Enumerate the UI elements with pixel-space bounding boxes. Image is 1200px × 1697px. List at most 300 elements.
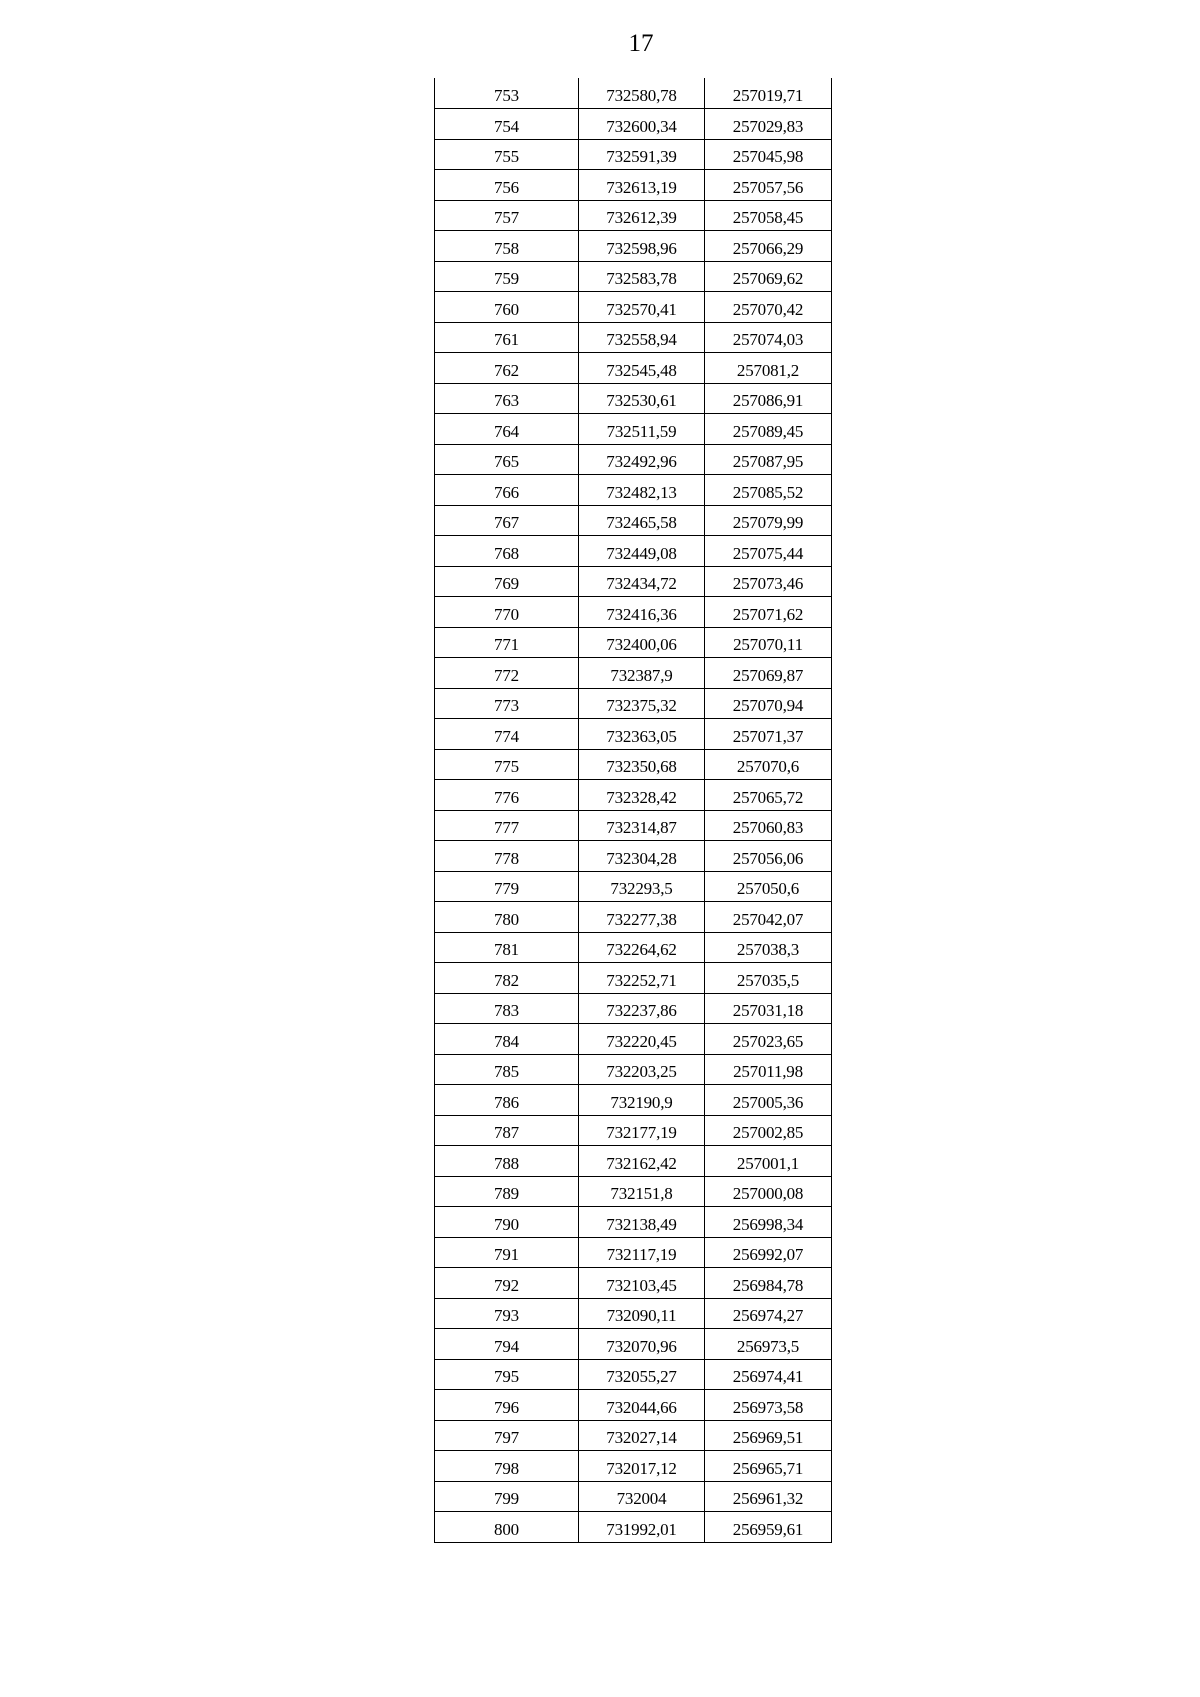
coordinates-table-body xyxy=(435,78,832,1542)
cell-text: 256961,32 xyxy=(732,1489,804,1508)
table-row xyxy=(435,719,832,750)
x-coordinate-cell xyxy=(579,78,705,109)
cell-text: 756 xyxy=(494,177,519,197)
y-coordinate-cell xyxy=(705,871,832,902)
point-number-cell xyxy=(435,1512,579,1543)
table-row xyxy=(435,536,832,567)
cell-text: 754 xyxy=(494,116,519,136)
cell-text: 732304,28 xyxy=(606,848,677,868)
y-coordinate-cell xyxy=(705,261,832,292)
cell-text: 731992,01 xyxy=(606,1519,677,1539)
table-row xyxy=(435,1359,832,1390)
cell-text: 257005,36 xyxy=(732,1092,804,1112)
table-row xyxy=(435,1329,832,1360)
cell-text: 798 xyxy=(494,1458,519,1478)
cell-text: 791 xyxy=(494,1245,519,1264)
point-number-cell xyxy=(435,1390,579,1421)
cell-text: 732465,58 xyxy=(606,513,677,532)
y-coordinate-cell xyxy=(705,1207,832,1238)
table-row xyxy=(435,139,832,170)
table-row xyxy=(435,1024,832,1055)
cell-text: 769 xyxy=(494,574,519,593)
y-coordinate-cell xyxy=(705,1512,832,1543)
x-coordinate-cell xyxy=(579,444,705,475)
cell-text: 257071,37 xyxy=(732,726,804,746)
cell-text: 732044,66 xyxy=(606,1397,677,1417)
x-coordinate-cell xyxy=(579,688,705,719)
cell-text: 257070,42 xyxy=(732,299,804,319)
point-number-cell xyxy=(435,292,579,323)
cell-text: 257057,56 xyxy=(732,177,804,197)
table-row xyxy=(435,444,832,475)
table-row xyxy=(435,1298,832,1329)
table-row xyxy=(435,749,832,780)
y-coordinate-cell xyxy=(705,1115,832,1146)
y-coordinate-cell xyxy=(705,139,832,170)
x-coordinate-cell xyxy=(579,1237,705,1268)
cell-text: 257070,11 xyxy=(733,635,803,654)
cell-text: 787 xyxy=(494,1123,519,1142)
y-coordinate-cell xyxy=(705,353,832,384)
cell-text: 257029,83 xyxy=(732,116,804,136)
y-coordinate-cell xyxy=(705,658,832,689)
table-row xyxy=(435,993,832,1024)
cell-text: 732434,72 xyxy=(606,574,677,593)
y-coordinate-cell xyxy=(705,292,832,323)
cell-text: 763 xyxy=(494,391,519,410)
cell-text: 257069,87 xyxy=(732,665,804,685)
point-number-cell xyxy=(435,1176,579,1207)
y-coordinate-cell xyxy=(705,1481,832,1512)
cell-text: 765 xyxy=(494,452,519,471)
table-row xyxy=(435,1237,832,1268)
cell-text: 784 xyxy=(494,1031,519,1051)
cell-text: 732190,9 xyxy=(610,1092,673,1112)
cell-text: 789 xyxy=(494,1184,519,1203)
table-row xyxy=(435,1481,832,1512)
x-coordinate-cell xyxy=(579,1024,705,1055)
x-coordinate-cell xyxy=(579,505,705,536)
cell-text: 796 xyxy=(494,1397,519,1417)
point-number-cell xyxy=(435,78,579,109)
table-row xyxy=(435,170,832,201)
cell-text: 732591,39 xyxy=(606,147,677,166)
x-coordinate-cell xyxy=(579,1451,705,1482)
y-coordinate-cell xyxy=(705,780,832,811)
x-coordinate-cell xyxy=(579,1176,705,1207)
cell-text: 732252,71 xyxy=(606,970,677,990)
page-number: 17 xyxy=(628,30,654,57)
cell-text: 732328,42 xyxy=(606,787,677,807)
table-row xyxy=(435,658,832,689)
cell-text: 257069,62 xyxy=(732,269,804,288)
cell-text: 786 xyxy=(494,1092,519,1112)
cell-text: 732151,8 xyxy=(610,1184,673,1203)
cell-text: 732277,38 xyxy=(606,909,677,929)
table-row xyxy=(435,353,832,384)
table-row xyxy=(435,688,832,719)
cell-text: 732350,68 xyxy=(606,757,677,776)
point-number-cell xyxy=(435,871,579,902)
table-row xyxy=(435,292,832,323)
point-number-cell xyxy=(435,749,579,780)
x-coordinate-cell xyxy=(579,231,705,262)
x-coordinate-cell xyxy=(579,963,705,994)
point-number-cell xyxy=(435,1298,579,1329)
point-number-cell xyxy=(435,1481,579,1512)
cell-text: 732363,05 xyxy=(606,726,677,746)
cell-text: 256992,07 xyxy=(732,1245,804,1264)
table-row xyxy=(435,963,832,994)
cell-text: 772 xyxy=(494,665,519,685)
point-number-cell xyxy=(435,719,579,750)
table-row xyxy=(435,1207,832,1238)
point-number-cell xyxy=(435,1207,579,1238)
y-coordinate-cell xyxy=(705,444,832,475)
table-row xyxy=(435,261,832,292)
cell-text: 257086,91 xyxy=(732,391,804,410)
table-row xyxy=(435,871,832,902)
y-coordinate-cell xyxy=(705,536,832,567)
point-number-cell xyxy=(435,1054,579,1085)
cell-text: 257070,6 xyxy=(736,757,800,776)
cell-text: 257011,98 xyxy=(733,1062,803,1081)
cell-text: 760 xyxy=(494,299,519,319)
x-coordinate-cell xyxy=(579,719,705,750)
y-coordinate-cell xyxy=(705,1054,832,1085)
table-row xyxy=(435,78,832,109)
cell-text: 732103,45 xyxy=(606,1275,677,1295)
y-coordinate-cell xyxy=(705,1329,832,1360)
cell-text: 257070,94 xyxy=(732,696,804,715)
cell-text: 793 xyxy=(494,1306,519,1325)
y-coordinate-cell xyxy=(705,170,832,201)
cell-text: 780 xyxy=(494,909,519,929)
cell-text: 732177,19 xyxy=(606,1123,677,1142)
table-row xyxy=(435,383,832,414)
cell-text: 757 xyxy=(494,208,519,227)
cell-text: 257081,2 xyxy=(736,360,800,380)
x-coordinate-cell xyxy=(579,1268,705,1299)
x-coordinate-cell xyxy=(579,1085,705,1116)
cell-text: 257056,06 xyxy=(732,848,804,868)
x-coordinate-cell xyxy=(579,1481,705,1512)
cell-text: 732598,96 xyxy=(606,238,677,258)
table-row xyxy=(435,627,832,658)
y-coordinate-cell xyxy=(705,200,832,231)
x-coordinate-cell xyxy=(579,261,705,292)
x-coordinate-cell xyxy=(579,139,705,170)
cell-text: 256959,61 xyxy=(732,1519,804,1539)
cell-text: 783 xyxy=(494,1001,519,1020)
table-row xyxy=(435,475,832,506)
y-coordinate-cell xyxy=(705,1085,832,1116)
cell-text: 761 xyxy=(494,330,519,349)
cell-text: 732293,5 xyxy=(610,879,673,898)
cell-text: 771 xyxy=(494,635,519,654)
point-number-cell xyxy=(435,383,579,414)
y-coordinate-cell xyxy=(705,414,832,445)
point-number-cell xyxy=(435,780,579,811)
y-coordinate-cell xyxy=(705,597,832,628)
cell-text: 778 xyxy=(494,848,519,868)
table-row xyxy=(435,414,832,445)
cell-text: 770 xyxy=(494,604,519,624)
x-coordinate-cell xyxy=(579,627,705,658)
y-coordinate-cell xyxy=(705,1451,832,1482)
cell-text: 256965,71 xyxy=(732,1458,804,1478)
point-number-cell xyxy=(435,993,579,1024)
x-coordinate-cell xyxy=(579,1115,705,1146)
x-coordinate-cell xyxy=(579,1512,705,1543)
cell-text: 732090,11 xyxy=(606,1306,677,1325)
cell-text: 256984,78 xyxy=(732,1275,804,1295)
table-row xyxy=(435,1085,832,1116)
point-number-cell xyxy=(435,444,579,475)
y-coordinate-cell xyxy=(705,1024,832,1055)
table-row xyxy=(435,1176,832,1207)
cell-text: 256998,34 xyxy=(732,1214,804,1234)
cell-text: 792 xyxy=(494,1275,519,1295)
cell-text: 256973,5 xyxy=(736,1336,800,1356)
y-coordinate-cell xyxy=(705,383,832,414)
cell-text: 257001,1 xyxy=(736,1153,800,1173)
x-coordinate-cell xyxy=(579,902,705,933)
point-number-cell xyxy=(435,200,579,231)
cell-text: 732117,19 xyxy=(606,1245,677,1264)
y-coordinate-cell xyxy=(705,1390,832,1421)
y-coordinate-cell xyxy=(705,109,832,140)
y-coordinate-cell xyxy=(705,810,832,841)
cell-text: 732162,42 xyxy=(606,1153,677,1173)
cell-text: 257019,71 xyxy=(732,86,804,105)
point-number-cell xyxy=(435,902,579,933)
y-coordinate-cell xyxy=(705,566,832,597)
cell-text: 257087,95 xyxy=(732,452,804,471)
point-number-cell xyxy=(435,231,579,262)
cell-text: 753 xyxy=(494,86,519,105)
x-coordinate-cell xyxy=(579,536,705,567)
cell-text: 257066,29 xyxy=(732,238,804,258)
table-row xyxy=(435,1451,832,1482)
cell-text: 732004 xyxy=(616,1489,667,1508)
table-row xyxy=(435,1420,832,1451)
table-row xyxy=(435,597,832,628)
y-coordinate-cell xyxy=(705,688,832,719)
cell-text: 732138,49 xyxy=(606,1214,677,1234)
cell-text: 732613,19 xyxy=(606,177,677,197)
y-coordinate-cell xyxy=(705,1298,832,1329)
x-coordinate-cell xyxy=(579,322,705,353)
cell-text: 732314,87 xyxy=(606,818,677,837)
cell-text: 762 xyxy=(494,360,519,380)
cell-text: 767 xyxy=(494,513,519,532)
cell-text: 256974,41 xyxy=(732,1367,804,1386)
point-number-cell xyxy=(435,932,579,963)
x-coordinate-cell xyxy=(579,475,705,506)
cell-text: 732612,39 xyxy=(606,208,677,227)
cell-text: 759 xyxy=(494,269,519,288)
point-number-cell xyxy=(435,1329,579,1360)
cell-text: 732400,06 xyxy=(606,635,677,654)
cell-text: 732375,32 xyxy=(606,696,677,715)
cell-text: 794 xyxy=(494,1336,519,1356)
cell-text: 790 xyxy=(494,1214,519,1234)
point-number-cell xyxy=(435,536,579,567)
x-coordinate-cell xyxy=(579,749,705,780)
cell-text: 732492,96 xyxy=(606,452,677,471)
x-coordinate-cell xyxy=(579,871,705,902)
cell-text: 732511,59 xyxy=(606,421,677,441)
cell-text: 764 xyxy=(494,421,519,441)
cell-text: 732482,13 xyxy=(606,482,677,502)
cell-text: 782 xyxy=(494,970,519,990)
y-coordinate-cell xyxy=(705,1268,832,1299)
cell-text: 777 xyxy=(494,818,519,837)
x-coordinate-cell xyxy=(579,1420,705,1451)
cell-text: 256973,58 xyxy=(732,1397,804,1417)
y-coordinate-cell xyxy=(705,1359,832,1390)
point-number-cell xyxy=(435,475,579,506)
table-row xyxy=(435,231,832,262)
y-coordinate-cell xyxy=(705,932,832,963)
x-coordinate-cell xyxy=(579,1146,705,1177)
cell-text: 732264,62 xyxy=(606,940,677,959)
x-coordinate-cell xyxy=(579,932,705,963)
y-coordinate-cell xyxy=(705,627,832,658)
y-coordinate-cell xyxy=(705,993,832,1024)
x-coordinate-cell xyxy=(579,993,705,1024)
table-row xyxy=(435,1115,832,1146)
table-row xyxy=(435,902,832,933)
table-row xyxy=(435,1054,832,1085)
table-row xyxy=(435,1268,832,1299)
cell-text: 732583,78 xyxy=(606,269,677,288)
point-number-cell xyxy=(435,566,579,597)
y-coordinate-cell xyxy=(705,841,832,872)
x-coordinate-cell xyxy=(579,109,705,140)
point-number-cell xyxy=(435,688,579,719)
x-coordinate-cell xyxy=(579,1329,705,1360)
cell-text: 256974,27 xyxy=(732,1306,804,1325)
cell-text: 732017,12 xyxy=(606,1458,677,1478)
y-coordinate-cell xyxy=(705,902,832,933)
point-number-cell xyxy=(435,261,579,292)
x-coordinate-cell xyxy=(579,658,705,689)
x-coordinate-cell xyxy=(579,1390,705,1421)
point-number-cell xyxy=(435,1268,579,1299)
cell-text: 732580,78 xyxy=(606,86,677,105)
y-coordinate-cell xyxy=(705,963,832,994)
cell-text: 773 xyxy=(494,696,519,715)
x-coordinate-cell xyxy=(579,1298,705,1329)
cell-text: 775 xyxy=(494,757,519,776)
cell-text: 257050,6 xyxy=(736,879,800,898)
point-number-cell xyxy=(435,1237,579,1268)
cell-text: 732530,61 xyxy=(606,391,677,410)
cell-text: 257073,46 xyxy=(732,574,804,593)
cell-text: 795 xyxy=(494,1367,519,1386)
y-coordinate-cell xyxy=(705,1146,832,1177)
x-coordinate-cell xyxy=(579,170,705,201)
cell-text: 800 xyxy=(494,1519,519,1539)
x-coordinate-cell xyxy=(579,597,705,628)
y-coordinate-cell xyxy=(705,1237,832,1268)
cell-text: 776 xyxy=(494,787,519,807)
cell-text: 779 xyxy=(494,879,519,898)
point-number-cell xyxy=(435,597,579,628)
cell-text: 755 xyxy=(494,147,519,166)
x-coordinate-cell xyxy=(579,383,705,414)
cell-text: 257000,08 xyxy=(732,1184,804,1203)
point-number-cell xyxy=(435,1451,579,1482)
point-number-cell xyxy=(435,963,579,994)
cell-text: 732570,41 xyxy=(606,299,677,319)
table-row xyxy=(435,200,832,231)
cell-text: 257079,99 xyxy=(732,513,804,532)
cell-text: 732203,25 xyxy=(606,1062,677,1081)
cell-text: 257065,72 xyxy=(732,787,804,807)
cell-text: 768 xyxy=(494,543,519,563)
point-number-cell xyxy=(435,1420,579,1451)
cell-text: 732387,9 xyxy=(610,665,673,685)
table-row xyxy=(435,841,832,872)
cell-text: 257060,83 xyxy=(732,818,804,837)
table-row xyxy=(435,810,832,841)
x-coordinate-cell xyxy=(579,200,705,231)
table-row xyxy=(435,1146,832,1177)
x-coordinate-cell xyxy=(579,292,705,323)
point-number-cell xyxy=(435,505,579,536)
cell-text: 732558,94 xyxy=(606,330,677,349)
cell-text: 257074,03 xyxy=(732,330,804,349)
x-coordinate-cell xyxy=(579,566,705,597)
point-number-cell xyxy=(435,414,579,445)
cell-text: 256969,51 xyxy=(732,1428,804,1447)
y-coordinate-cell xyxy=(705,1420,832,1451)
point-number-cell xyxy=(435,1115,579,1146)
point-number-cell xyxy=(435,841,579,872)
table-row xyxy=(435,109,832,140)
cell-text: 732237,86 xyxy=(606,1001,677,1020)
cell-text: 785 xyxy=(494,1062,519,1081)
x-coordinate-cell xyxy=(579,414,705,445)
cell-text: 257042,07 xyxy=(732,909,804,929)
table-row xyxy=(435,932,832,963)
cell-text: 732416,36 xyxy=(606,604,677,624)
cell-text: 732027,14 xyxy=(606,1428,677,1447)
cell-text: 257023,65 xyxy=(732,1031,804,1051)
point-number-cell xyxy=(435,627,579,658)
y-coordinate-cell xyxy=(705,1176,832,1207)
point-number-cell xyxy=(435,322,579,353)
cell-text: 257038,3 xyxy=(736,940,800,959)
point-number-cell xyxy=(435,1085,579,1116)
cell-text: 732070,96 xyxy=(606,1336,677,1356)
table-row xyxy=(435,1390,832,1421)
point-number-cell xyxy=(435,810,579,841)
table-row xyxy=(435,322,832,353)
point-number-cell xyxy=(435,109,579,140)
table-row xyxy=(435,780,832,811)
y-coordinate-cell xyxy=(705,719,832,750)
cell-text: 732449,08 xyxy=(606,543,677,563)
x-coordinate-cell xyxy=(579,841,705,872)
x-coordinate-cell xyxy=(579,810,705,841)
cell-text: 732055,27 xyxy=(606,1367,677,1386)
table-row xyxy=(435,505,832,536)
cell-text: 257085,52 xyxy=(732,482,804,502)
